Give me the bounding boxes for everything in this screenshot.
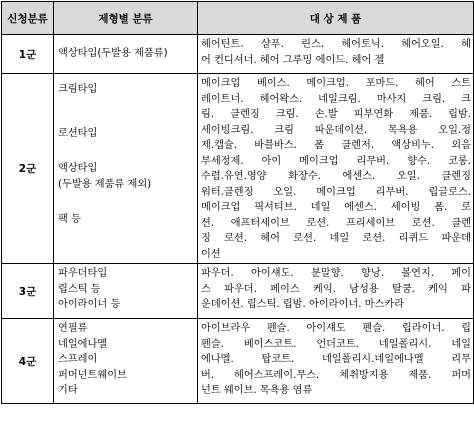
product-line: 어 컨디셔너. 헤어 그루밍 에이드. 헤어 젤 [201, 54, 385, 66]
type-item: 연필류 [58, 323, 88, 334]
group-cell: 3군 [2, 264, 54, 319]
product-line: 워터.클렌징 오일. 메이크업 리무버. 립글로스. [201, 186, 471, 198]
product-line: 메이크업 픽서티브. 네일 에센스. 세이빙 폼. 로 [201, 202, 471, 213]
type-item: 액상타입 [58, 163, 98, 174]
product-line: 부세정제. 아이 메이크업 리무버. 향수. 코롱. [201, 155, 471, 167]
product-line: 레이트너. 헤어왁스. 네일크림. 마사지 크림. 크 [201, 93, 471, 105]
products-cell [198, 264, 474, 319]
product-line: 메이크업 베이스. 메이크업. 포마드. 헤어 스트 [201, 78, 471, 89]
type-item: 기타 [58, 385, 78, 396]
type-item: 퍼머넌트웨이브 [58, 369, 127, 381]
type-item: 스프레이 [58, 354, 98, 365]
type-item: 립스틱 등 [58, 283, 101, 295]
type-item: (두발용 제품류 제외) [58, 178, 152, 190]
header-formulation: 제형별 분류 [54, 2, 198, 35]
products-cell [198, 74, 474, 264]
type-item: 팩 등 [58, 214, 81, 225]
product-line: 스 파우더. 페이스 케익. 남성용 탈쿰. 케익 파 [201, 283, 471, 295]
type-item: 네일에나멜 [58, 338, 108, 350]
type-item: 로션타입 [58, 127, 98, 139]
table-row [2, 319, 474, 404]
table-row [2, 35, 474, 74]
group-cell: 1군 [2, 35, 54, 74]
products-cell [198, 319, 474, 404]
type-item: 액상타입(두발용 제품류) [58, 48, 168, 60]
types-cell [54, 264, 198, 319]
product-line: 넌트 웨이브. 목욕용 염류 [201, 385, 313, 396]
product-line: 수렴.유연.영양 화장수. 에센스. 오일. 클렌징 [201, 171, 471, 182]
product-line: 이션 [201, 248, 221, 260]
product-line: 에나멜. 탑코트. 네일폴리시.네일에나멜 리무 [201, 354, 471, 365]
table-row [2, 264, 474, 319]
types-cell [54, 35, 198, 74]
product-line: 션. 애프터세이브 로션. 프리세이브 로션. 클렌 [201, 217, 471, 229]
types-cell [54, 319, 198, 404]
table-row [2, 74, 474, 264]
group-cell: 2군 [2, 74, 54, 264]
group-cell: 4군 [2, 319, 54, 404]
types-cell [54, 74, 198, 264]
product-line: 세이빙크림. 크림 파운데이션. 목욕용 오일.정 [201, 124, 471, 136]
type-item: 아이라이너 등 [58, 299, 121, 310]
product-line: 버. 헤어스프레이.무스. 체취방지용 제품. 퍼머 [201, 369, 471, 381]
type-item: 파우더타입 [58, 268, 108, 279]
product-line: 징 로션. 헤어 로션. 네일 로션. 리퀴드 파운데 [201, 233, 471, 244]
type-item: 크림타입 [58, 84, 98, 95]
header-target-products: 대 상 제 품 [198, 2, 474, 35]
product-classification-table [1, 1, 474, 404]
product-line: 아이브라우 펜슬. 아이섀도 펜슬. 립라이너. 립 [201, 323, 471, 334]
header-row [2, 2, 474, 35]
products-cell [198, 35, 474, 74]
product-line: 운데이션. 립스틱. 립밤. 아이라이너. 마스카라 [201, 299, 405, 310]
product-line: 펜슬. 베이스코트. 언더코트. 네일폴리시. 네일 [201, 338, 471, 350]
product-line: 제.캡슐. 바블바스. 폼 클렌저. 액상비누. 외음 [201, 140, 471, 151]
product-line: 파우더. 아이섀도. 분말향. 향낭. 볼연지. 페이 [201, 268, 471, 279]
product-line: 헤어틴트. 샴푸. 린스. 헤어토닉. 헤어오일. 헤 [201, 39, 471, 50]
header-category: 신청분류 [2, 2, 54, 35]
product-line: 림. 클렌징 크림. 손.발 피부연화 제품. 립밤. [201, 109, 471, 120]
